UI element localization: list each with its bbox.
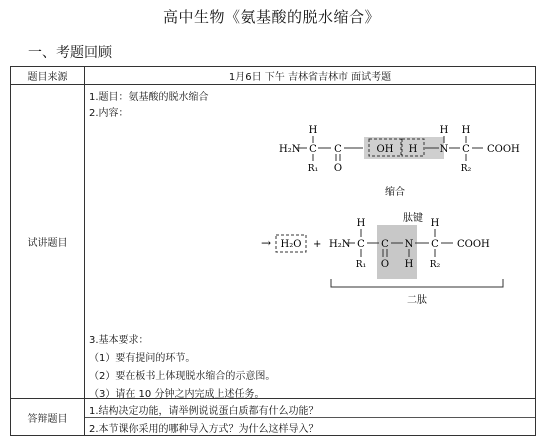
bottom-r1: R₁ (355, 260, 367, 270)
requirement-2: （2）要在板书上体现脱水缩合的示意图。 (89, 371, 276, 382)
bottom-o: O (380, 259, 390, 270)
requirement-1: （1）要有提问的环节。 (89, 353, 196, 364)
topic-line: 1.题目：氨基酸的脱水缩合 (89, 92, 209, 103)
bottom-c-3: C (431, 239, 439, 250)
plus-sign: + (313, 239, 322, 250)
dipeptide-label: 二肽 (407, 295, 427, 306)
answer-content (85, 399, 536, 436)
bottom-n: N (404, 239, 414, 250)
top-r2: R₂ (460, 164, 472, 174)
dehydration-condensation-diagram (251, 121, 523, 321)
top-cooh: COOH (487, 144, 520, 155)
source-value: 1月6日 下午 吉林省吉林市 面试考题 (85, 67, 536, 85)
lecture-content (85, 85, 536, 399)
exam-table (10, 66, 536, 436)
answer-divider (85, 417, 535, 418)
top-n: N (439, 144, 449, 155)
top-r1: R₁ (307, 164, 319, 174)
water-label: H₂O (280, 239, 302, 250)
source-row (11, 67, 536, 85)
top-h-2: H (408, 144, 418, 155)
bottom-c-1: C (357, 239, 365, 250)
answer-question-2: 2.本节课你采用的哪种导入方式？为什么这样导入？ (89, 424, 319, 435)
answer-question-1: 1.结构决定功能，请举例说说蛋白质都有什么功能？ (89, 406, 319, 417)
requirements-title: 3.基本要求： (89, 335, 149, 346)
bottom-h-3: H (430, 218, 440, 229)
top-h-1: H (308, 125, 318, 136)
source-label: 题目来源 (11, 67, 85, 85)
dipeptide-bracket (331, 279, 503, 287)
top-c-1: C (309, 144, 317, 155)
top-oh: OH (376, 144, 394, 155)
content-line: 2.内容： (89, 108, 129, 119)
top-h-4: H (461, 125, 471, 136)
answer-row (11, 399, 536, 436)
reaction-arrow: → (261, 236, 272, 250)
bottom-h2n: H₂N (329, 239, 351, 250)
peptide-bond-label: 肽键 (403, 213, 423, 224)
condensation-label: 缩合 (385, 187, 405, 198)
bottom-h-2: H (404, 259, 414, 270)
requirement-3: （3）请在 10 分钟之内完成上述任务。 (89, 389, 265, 400)
top-c-3: C (462, 144, 470, 155)
top-h-3: H (439, 125, 449, 136)
document-title: 高中生物《氨基酸的脱水缩合》 (162, 8, 380, 26)
lecture-label: 试讲题目 (11, 85, 85, 399)
section-heading: 一、考题回顾 (28, 45, 112, 61)
bottom-h-1: H (356, 218, 366, 229)
top-h2n: H₂N (279, 144, 301, 155)
answer-label: 答辩题目 (11, 399, 85, 436)
bottom-c-2: C (381, 239, 389, 250)
top-o: O (333, 163, 343, 174)
lecture-row (11, 85, 536, 399)
top-c-2: C (334, 144, 342, 155)
bottom-r2: R₂ (429, 260, 441, 270)
bottom-cooh: COOH (457, 239, 490, 250)
